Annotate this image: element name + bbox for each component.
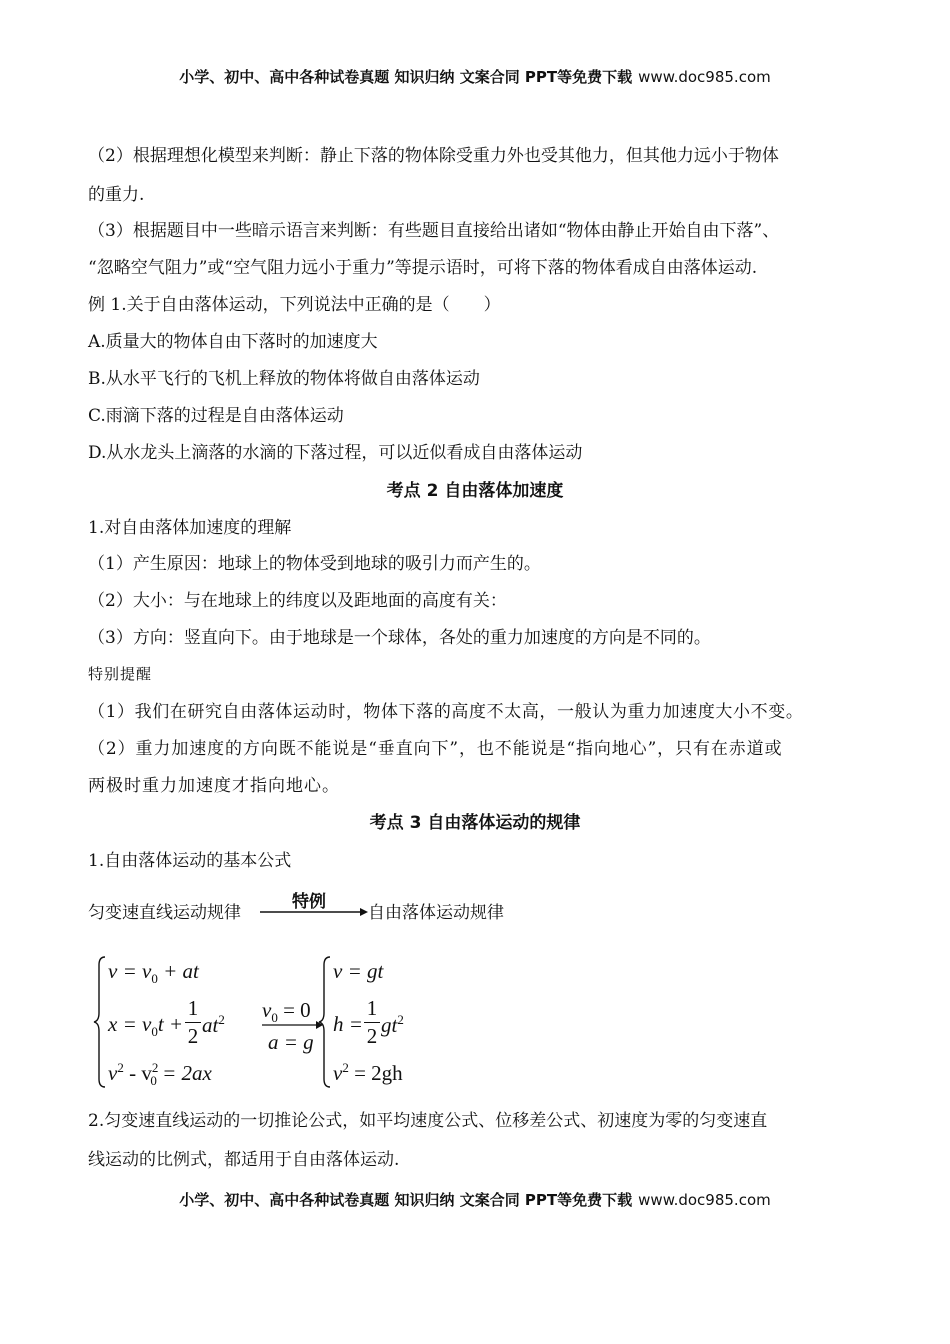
- formula-velocity: $v = v_0$ + at: [108, 959, 199, 987]
- paragraph-line: （3）根据题目中一些暗示语言来判断：有些题目直接给出诸如“物体由静止开始自由下落”、: [88, 221, 780, 241]
- formula-displacement: $x = v_0t$ +: [108, 1012, 184, 1040]
- option-b: B.从水平飞行的飞机上释放的物体将做自由落体运动: [88, 369, 480, 389]
- header-url[interactable]: www.doc985.com: [638, 68, 771, 86]
- formula-free-fall-velocity: v = gt: [333, 959, 384, 983]
- formula-displacement-tail: $at^2$: [202, 1012, 225, 1037]
- formula-free-fall-height: h =: [333, 1012, 363, 1036]
- paragraph-line: “忽略空气阻力”或“空气阻力远小于重力”等提示语时，可将下落的物体看成自由落体运动.: [88, 258, 758, 278]
- condition-a: a = g: [268, 1030, 314, 1054]
- right-arrow-icon: [258, 906, 370, 918]
- tip-line: （1）我们在研究自由落体运动时，物体下落的高度不太高，一般认为重力加速度大小不变。: [88, 702, 804, 722]
- left-brace-icon: [93, 955, 107, 1089]
- section-3-title: 考点 3 自由落体运动的规律: [369, 813, 581, 833]
- left-rule-label: 匀变速直线运动规律: [88, 903, 241, 923]
- option-c: C.雨滴下落的过程是自由落体运动: [88, 406, 344, 426]
- section-3-line: 2.匀变速直线运动的一切推论公式，如平均速度公式、位移差公式、初速度为零的匀变速直: [88, 1111, 768, 1131]
- option-a: A.质量大的物体自由下落时的加速度大: [88, 332, 378, 352]
- right-group-brace-icon: [318, 955, 332, 1089]
- paragraph-line: （2）根据理想化模型来判断：静止下落的物体除受重力外也受其他力，但其他力远小于物体: [88, 146, 779, 166]
- arrow-label: 特例: [292, 892, 326, 912]
- fraction-numerator: 1: [187, 996, 199, 1020]
- paragraph-line: 的重力.: [88, 185, 145, 205]
- fraction-denominator: 2: [187, 1024, 199, 1048]
- formula-free-fall-height-tail: $gt^2$: [381, 1012, 404, 1037]
- section-2-line: （3）方向：竖直向下。由于地球是一个球体，各处的重力加速度的方向是不同的。: [88, 628, 711, 648]
- page-footer: [0, 1189, 950, 1210]
- option-d: D.从水龙头上滴落的水滴的下落过程，可以近似看成自由落体运动: [88, 443, 583, 463]
- condition-v0: $v_0 = 0$: [262, 998, 311, 1026]
- condition-arrow-icon: [262, 1020, 324, 1030]
- tip-line: （2）重力加速度的方向既不能说是“垂直向下”，也不能说是“指向地心”，只有在赤道或: [88, 739, 783, 759]
- section-2-line: （2）大小：与在地球上的纬度以及距地面的高度有关：: [88, 591, 507, 611]
- tip-line: 两极时重力加速度才指向地心。: [88, 776, 340, 796]
- section-2-line: 1.对自由落体加速度的理解: [88, 518, 292, 538]
- formula-velocity-squared: $v^2 - v^2_0 = 2ax$: [108, 1060, 212, 1089]
- right-rule-label: 自由落体运动规律: [368, 903, 504, 923]
- section-3-line: 线运动的比例式，都适用于自由落体运动.: [88, 1150, 400, 1170]
- section-2-title: 考点 2 自由落体加速度: [386, 481, 564, 501]
- header-text: 小学、初中、高中各种试卷真题 知识归纳 文案合同 PPT等免费下载: [179, 68, 633, 86]
- footer-text: 小学、初中、高中各种试卷真题 知识归纳 文案合同 PPT等免费下载: [179, 1191, 633, 1209]
- page-header: [0, 66, 950, 87]
- section-3-line: 1.自由落体运动的基本公式: [88, 851, 292, 871]
- tip-heading: 特别提醒: [88, 665, 153, 683]
- footer-url[interactable]: www.doc985.com: [638, 1191, 771, 1209]
- fraction-numerator: 1: [366, 996, 378, 1020]
- formula-free-fall-velocity-squared: $v^2 = 2gh$: [333, 1060, 403, 1085]
- fraction-bar: [185, 1022, 201, 1023]
- example-question: 例 1.关于自由落体运动，下列说法中正确的是（ ）: [88, 295, 501, 315]
- section-2-line: （1）产生原因：地球上的物体受到地球的吸引力而产生的。: [88, 554, 541, 574]
- fraction-denominator: 2: [366, 1024, 378, 1048]
- fraction-bar: [364, 1022, 380, 1023]
